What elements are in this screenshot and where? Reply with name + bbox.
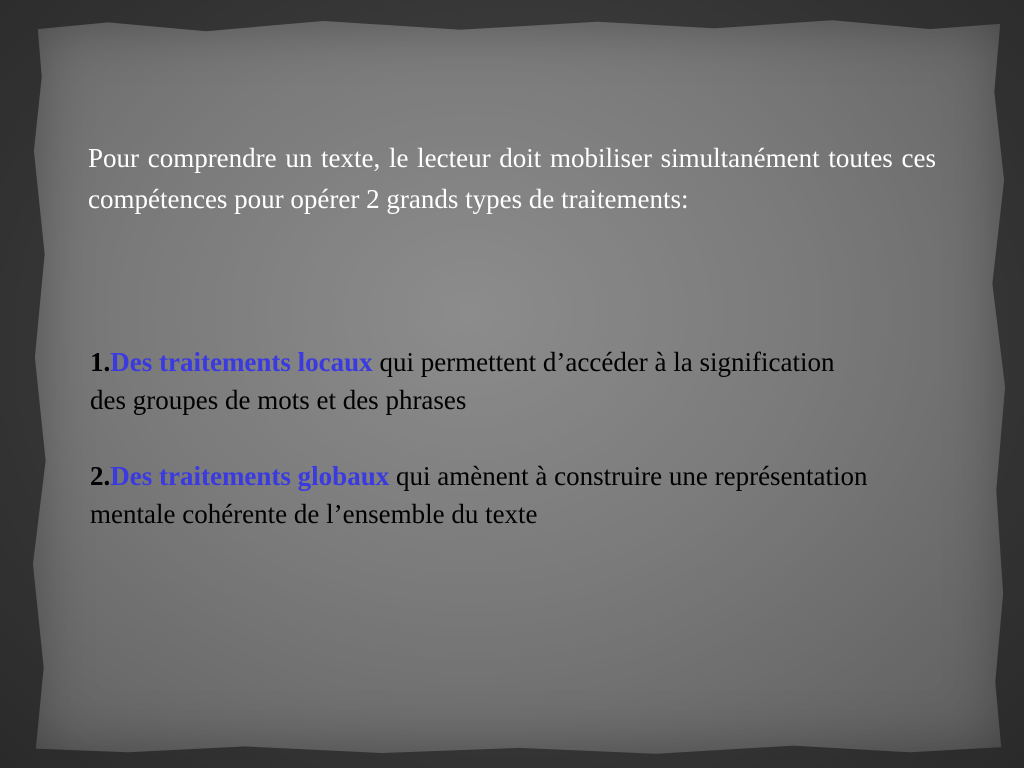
item-text: qui permettent d’accéder à la signification des groupes de mots et des phrases	[90, 347, 835, 415]
item-text: qui amènent à construire une représentation mentale cohérente de l’ensemble du texte	[90, 461, 868, 529]
item-number: 2.	[90, 461, 111, 491]
item-highlight: Des traitements locaux	[110, 347, 373, 377]
item-highlight: Des traitements globaux	[110, 461, 390, 491]
item-number: 1.	[90, 347, 111, 377]
list-item	[90, 343, 870, 419]
intro-paragraph: Pour comprendre un texte, le lecteur doit mobiliser simultanément toutes ces compétences pour opérer 2 grands types de traitements:	[88, 143, 936, 214]
treatment-list	[90, 343, 870, 571]
list-item	[90, 457, 870, 533]
